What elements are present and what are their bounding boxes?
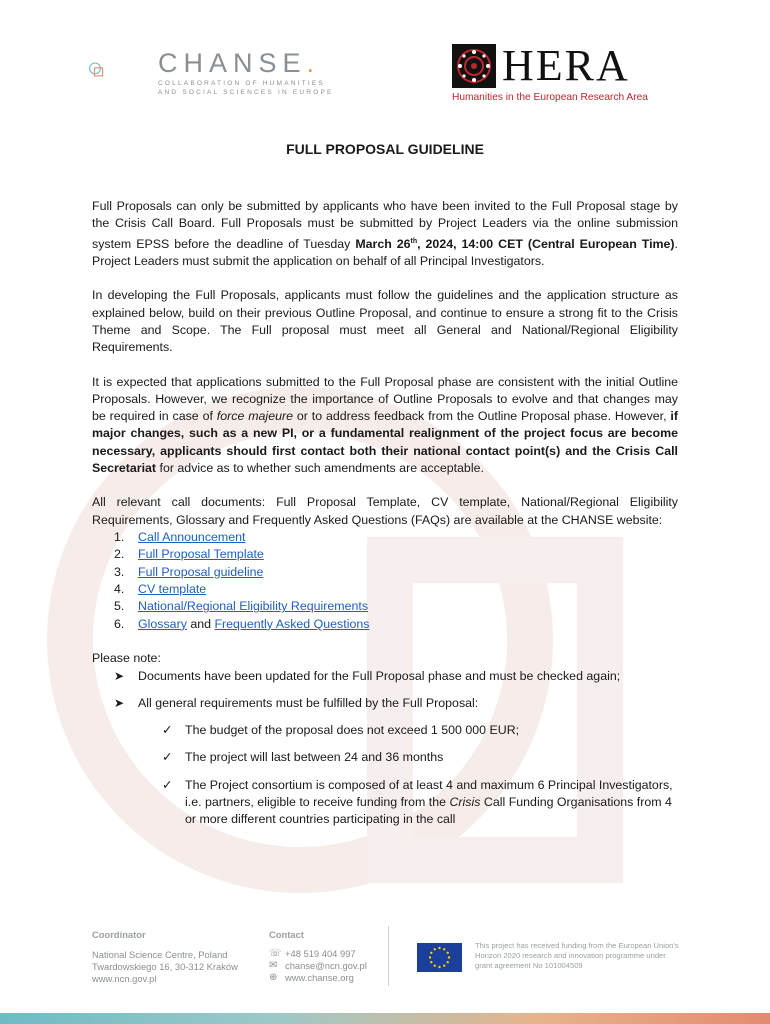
footer-divider xyxy=(388,926,389,986)
eligibility-requirements-link[interactable]: National/Regional Eligibility Requirements xyxy=(138,599,369,614)
coordinator-info: National Science Centre, Poland Twardowskiego 16, 30-312 Kraków www.ncn.gov.pl xyxy=(92,949,238,984)
note-item: ➤ All general requirements must be fulfilled by the Full Proposal: xyxy=(92,695,678,712)
contact-heading: Contact xyxy=(269,929,304,940)
email-icon: ✉ xyxy=(269,960,278,971)
hera-logo-icon xyxy=(452,44,496,88)
note-label: Please note: xyxy=(92,651,161,666)
documents-list xyxy=(92,529,678,633)
document-body xyxy=(92,198,678,839)
chanse-logo-icon xyxy=(88,40,158,100)
requirement-item: ✓ The project will last between 24 and 36 months xyxy=(92,749,678,766)
full-proposal-guideline-link[interactable]: Full Proposal guideline xyxy=(138,564,264,579)
paragraph-documents: All relevant call documents: Full Proposal Template, CV template, National/Regional Eligibility Requirements, Glossary and Frequently Asked Questions (FAQs) are available at the CHANSE website: xyxy=(92,495,678,527)
note-item: ➤ Documents have been updated for the Full Proposal phase and must be checked again; xyxy=(92,668,678,685)
chanse-wordmark: CHANSE. xyxy=(158,48,321,78)
hera-wordmark: HERA xyxy=(502,41,630,90)
checkmark-icon: ✓ xyxy=(162,777,173,792)
page-footer xyxy=(0,920,770,1024)
checkmark-icon: ✓ xyxy=(162,750,173,765)
cv-template-link[interactable]: CV template xyxy=(138,582,207,597)
arrow-icon: ➤ xyxy=(114,695,125,710)
list-item: 5. National/Regional Eligibility Requirements xyxy=(114,599,369,614)
hera-subtitle: Humanities in the European Research Area xyxy=(452,92,648,103)
phone-icon: ☏ xyxy=(269,948,282,959)
arrow-icon: ➤ xyxy=(114,668,125,683)
paragraph-intro: Full Proposals can only be submitted by applicants who have been invited to the Full Proposal stage by the Crisis Call Board. Full Proposals must be submitted by Project Leaders via the online submission system EPSS before the deadline of Tuesday March 26th, 2024, 14:00 CET (Central European Time). Project Leaders must submit the application on behalf of all Principal Investigators. xyxy=(92,199,678,269)
requirement-item: ✓ The Project consortium is composed of at least 4 and maximum 6 Principal Investigators, i.e. partners, eligible to receive funding from the Crisis Call Funding Organisations from 4 or more different countries participating in the call xyxy=(162,777,673,827)
page-title: FULL PROPOSAL GUIDELINE xyxy=(286,141,484,157)
page-header xyxy=(0,0,770,120)
globe-icon: ⊕ xyxy=(269,972,278,983)
list-item: 2. Full Proposal Template xyxy=(114,547,264,562)
paragraph-guidelines: In developing the Full Proposals, applicants must follow the guidelines and the application structure as explained below, build on their previous Outline Proposal, and continue to ensure a strong fit to the Crisis Theme and Scope. The Full proposal must meet all General and National/Regional Eligibility Requirements. xyxy=(92,288,678,355)
chanse-subtitle: COLLABORATION OF HUMANITIES AND SOCIAL SCIENCES IN EUROPE xyxy=(158,80,334,96)
full-proposal-template-link[interactable]: Full Proposal Template xyxy=(138,547,264,562)
faq-link[interactable]: Frequently Asked Questions xyxy=(214,616,370,631)
list-item: 3. Full Proposal guideline xyxy=(114,564,264,579)
call-announcement-link[interactable]: Call Announcement xyxy=(138,529,246,544)
paragraph-consistency: It is expected that applications submitted to the Full Proposal phase are consistent with the initial Outline Proposals. However, we recognize the importance of Outline Proposals to evolve and that changes may be required in case of force majeure or to address feedback from the Outline Proposal phase. However, if major changes, such as a new PI, or a fundamental realignment of the project focus are become necessary, applicants should first contact both their national contact point(s) and the Crisis Call Secretariat for advice as to whether such amendments are acceptable. xyxy=(92,374,678,475)
requirement-item: ✓ The budget of the proposal does not exceed 1 500 000 EUR; xyxy=(92,722,678,739)
eu-flag-icon xyxy=(417,943,462,972)
glossary-link[interactable]: Glossary xyxy=(138,616,187,631)
eu-funding-statement: This project has received funding from the European Union's Horizon 2020 research and innovation programme under grant agreement No 101004509 xyxy=(475,941,679,970)
contact-info: ☏ +48 519 404 997 ✉ chanse@ncn.gov.pl ⊕ www.chanse.org xyxy=(269,948,367,983)
bottom-color-bar xyxy=(0,1013,770,1024)
coordinator-heading: Coordinator xyxy=(92,929,146,940)
list-item: 4. CV template xyxy=(114,582,207,597)
list-item: 6. Glossary and Frequently Asked Questions xyxy=(114,616,370,631)
list-item: 1. Call Announcement xyxy=(114,529,246,544)
checkmark-icon: ✓ xyxy=(162,723,173,738)
